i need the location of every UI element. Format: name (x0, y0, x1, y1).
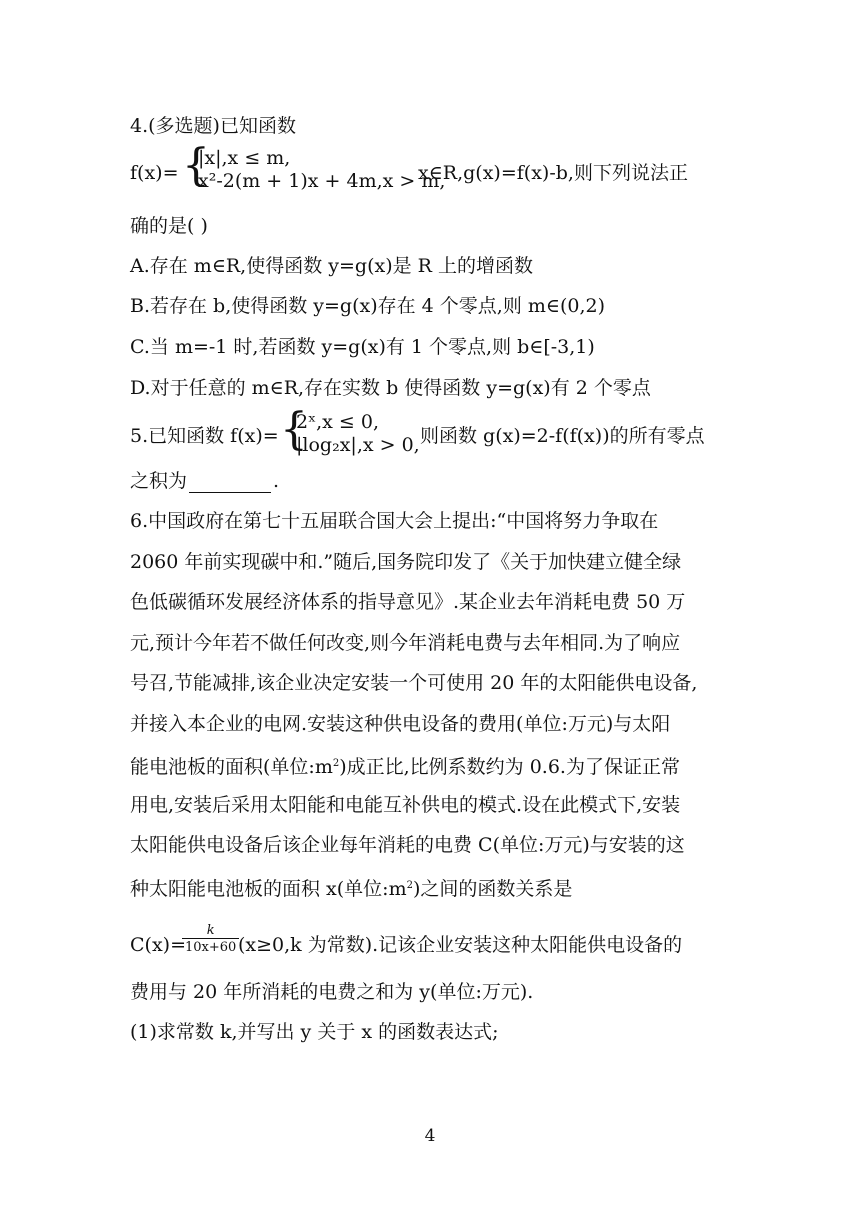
q4-function-definition (130, 140, 730, 196)
q6-line-10-a: 种太阳能电池板的面积 x(单位:m (130, 878, 407, 900)
q6-line-8: 用电,安装后采用太阳能和电能互补供电的模式.设在此模式下,安装 (130, 794, 681, 816)
q6-fraction (182, 923, 239, 955)
q6-line-3: 色低碳循环发展经济体系的指导意见》.某企业去年消耗电费 50 万 (130, 591, 686, 613)
page-number: 4 (424, 1126, 436, 1146)
q4-left-brace: { (182, 140, 210, 191)
q4-after-text: x∈R,g(x)=f(x)-b,则下列说法正 (418, 162, 688, 184)
q6-line-10 (130, 874, 572, 901)
q6-line-13: (1)求常数 k,并写出 y 关于 x 的函数表达式; (130, 1021, 499, 1043)
q6-line-2: 2060 年前实现碳中和.”随后,国务院印发了《关于加快建立健全绿 (130, 551, 682, 573)
q6-line-5: 号召,节能减排,该企业决定安装一个可使用 20 年的太阳能供电设备, (130, 672, 698, 694)
q5-line2-suffix: . (273, 470, 280, 492)
q6-line-4: 元,预计今年若不做任何改变,则今年消耗电费与去年相同.为了响应 (130, 632, 681, 654)
q5-cases (296, 411, 420, 457)
q4-line3: 确的是( ) (130, 215, 208, 237)
q6-c-after: (x≥0,k 为常数).记该企业安装这种太阳能供电设备的 (238, 934, 683, 956)
q6-line-10-b: )之间的函数关系是 (412, 878, 573, 900)
q4-option-d: D.对于任意的 m∈R,存在实数 b 使得函数 y=g(x)有 2 个零点 (130, 377, 651, 399)
q4-header: 4.(多选题)已知函数 (130, 115, 296, 137)
q5-after-text: 则函数 g(x)=2-f(f(x))的所有零点 (420, 425, 705, 447)
q6-line-10-sup: 2 (406, 880, 413, 891)
q4-case-2: x²-2(m + 1)x + 4m,x > m, (198, 170, 446, 192)
q5-case-2: |log₂x|,x > 0, (296, 434, 420, 456)
q6-line-1: 6.中国政府在第七十五届联合国大会上提出:“中国将努力争取在 (130, 510, 659, 532)
q4-cases (198, 147, 445, 193)
q6-line-6: 并接入本企业的电网.安装这种供电设备的费用(单位:万元)与太阳 (130, 713, 671, 735)
q6-fraction-numerator: k (206, 923, 215, 938)
q6-line-7-sup: 2 (332, 758, 340, 769)
q5-line2-prefix: 之积为 (130, 470, 188, 492)
q6-cost-formula (130, 921, 730, 965)
q5-case-1: 2ˣ,x ≤ 0, (296, 411, 380, 433)
q6-fraction-denominator: 10x+60 (182, 938, 239, 955)
q4-option-a: A.存在 m∈R,使得函数 y=g(x)是 R 上的增函数 (130, 255, 534, 277)
q5-left-brace: { (280, 404, 308, 455)
q4-option-b: B.若存在 b,使得函数 y=g(x)存在 4 个零点,则 m∈(0,2) (130, 295, 606, 317)
q4-option-c: C.当 m=-1 时,若函数 y=g(x)有 1 个零点,则 b∈[-3,1) (130, 336, 595, 358)
q4-f-label: f(x)= (130, 162, 179, 184)
q5-line2 (130, 469, 279, 493)
q6-line-9: 太阳能供电设备后该企业每年消耗的电费 C(单位:万元)与安装的这 (130, 834, 685, 856)
q5-prefix: 5.已知函数 f(x)= (130, 425, 279, 447)
q5-function-definition (130, 404, 730, 462)
q4-case-1: |x|,x ≤ m, (198, 147, 291, 169)
q5-answer-blank (189, 472, 271, 493)
q6-line-7 (130, 752, 680, 779)
q6-c-label: C(x)= (130, 934, 186, 956)
q6-line-7-b: )成正比,比例系数约为 0.6.为了保证正常 (339, 756, 680, 778)
q6-line-7-a: 能电池板的面积(单位:m (130, 756, 333, 778)
q6-line-12: 费用与 20 年所消耗的电费之和为 y(单位:万元). (130, 981, 534, 1003)
